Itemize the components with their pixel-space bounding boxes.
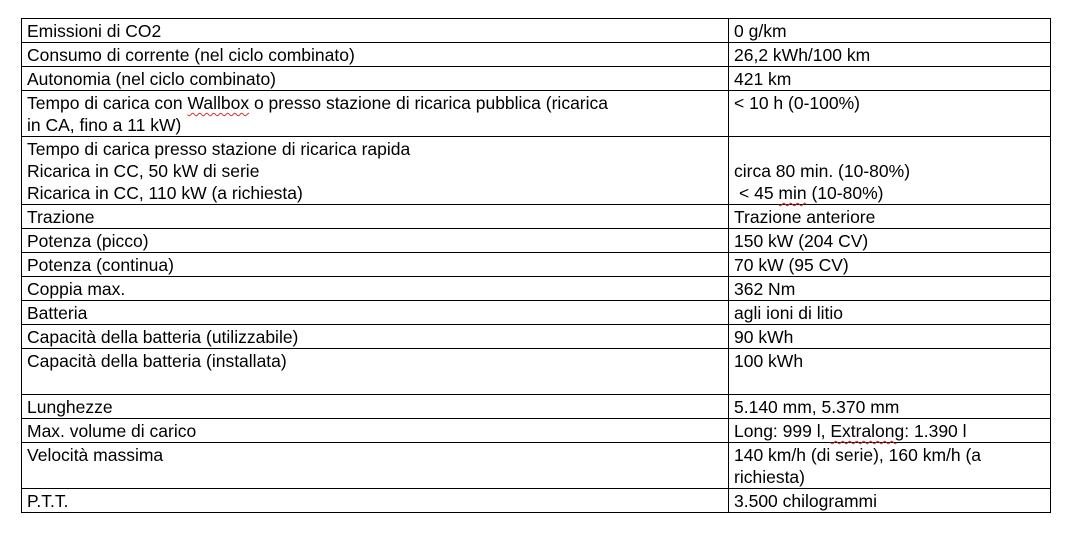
row-label: Batteria xyxy=(22,301,729,325)
spellcheck-word: min xyxy=(778,183,807,203)
row-label: Emissioni di CO2 xyxy=(22,19,729,43)
row-label: Coppia max. xyxy=(22,277,729,301)
row-value: 70 kW (95 CV) xyxy=(729,253,1051,277)
row-value: 0 g/km xyxy=(729,19,1051,43)
table-row xyxy=(22,205,1051,229)
row-value-line: 140 km/h (di serie), 160 km/h (a xyxy=(734,445,982,465)
row-label xyxy=(22,91,729,137)
row-value xyxy=(729,349,1051,395)
label-text: Tempo di carica con xyxy=(27,93,188,113)
row-label: Autonomia (nel ciclo combinato) xyxy=(22,67,729,91)
row-label: Lunghezze xyxy=(22,395,729,419)
row-label xyxy=(22,349,729,395)
label-text: o presso stazione di ricarica pubblica (ricarica xyxy=(249,93,608,113)
blank-line xyxy=(734,138,1045,160)
value-text: Long: 999 l, xyxy=(734,421,831,441)
row-value-line xyxy=(734,182,1045,204)
table-row xyxy=(22,419,1051,443)
row-value: 26,2 kWh/100 km xyxy=(729,43,1051,67)
row-label-line: Tempo di carica presso stazione di ricarica rapida xyxy=(27,139,411,159)
row-label: Max. volume di carico xyxy=(22,419,729,443)
row-value xyxy=(729,137,1051,205)
table-row xyxy=(22,229,1051,253)
row-label-line: Capacità della batteria (installata) xyxy=(27,351,287,371)
table-row xyxy=(22,67,1051,91)
row-label: Trazione xyxy=(22,205,729,229)
table-row xyxy=(22,19,1051,43)
blank-line xyxy=(734,372,1045,394)
table-row xyxy=(22,489,1051,513)
blank-line xyxy=(27,372,723,394)
row-value xyxy=(729,443,1051,489)
value-text: : 1.390 l xyxy=(904,421,967,441)
spellcheck-word: Wallbox xyxy=(187,93,250,113)
row-value: 5.140 mm, 5.370 mm xyxy=(729,395,1051,419)
row-label: Consumo di corrente (nel ciclo combinato) xyxy=(22,43,729,67)
table-row xyxy=(22,91,1051,137)
row-label: P.T.T. xyxy=(22,489,729,513)
table-row xyxy=(22,43,1051,67)
value-text: (10-80%) xyxy=(806,183,884,203)
row-value: 3.500 chilogrammi xyxy=(729,489,1051,513)
table-row xyxy=(22,277,1051,301)
value-text: < 45 xyxy=(739,183,779,203)
row-label-line: Ricarica in CC, 110 kW (a richiesta) xyxy=(27,183,303,203)
table-row xyxy=(22,395,1051,419)
row-value: 150 kW (204 CV) xyxy=(729,229,1051,253)
spec-table xyxy=(21,18,1051,513)
row-label-line xyxy=(27,92,723,114)
row-value xyxy=(729,419,1051,443)
row-value-line: circa 80 min. (10-80%) xyxy=(734,161,911,181)
table-row xyxy=(22,443,1051,489)
row-value: agli ioni di litio xyxy=(729,301,1051,325)
row-label xyxy=(22,137,729,205)
row-value-line: 100 kWh xyxy=(734,351,804,371)
table-row xyxy=(22,325,1051,349)
row-label: Potenza (continua) xyxy=(22,253,729,277)
row-label: Potenza (picco) xyxy=(22,229,729,253)
row-label-line: Ricarica in CC, 50 kW di serie xyxy=(27,161,260,181)
table-row xyxy=(22,301,1051,325)
row-label: Capacità della batteria (utilizzabile) xyxy=(22,325,729,349)
row-value: 362 Nm xyxy=(729,277,1051,301)
table-row xyxy=(22,253,1051,277)
row-value: 90 kWh xyxy=(729,325,1051,349)
row-value-line: richiesta) xyxy=(734,467,805,487)
row-value: 421 km xyxy=(729,67,1051,91)
row-value: < 10 h (0-100%) xyxy=(729,91,1051,137)
row-label-line: in CA, fino a 11 kW) xyxy=(27,115,182,135)
table-row xyxy=(22,137,1051,205)
row-value: Trazione anteriore xyxy=(729,205,1051,229)
table-row xyxy=(22,349,1051,395)
row-label: Velocità massima xyxy=(22,443,729,489)
spellcheck-word: Extralong xyxy=(830,421,905,441)
